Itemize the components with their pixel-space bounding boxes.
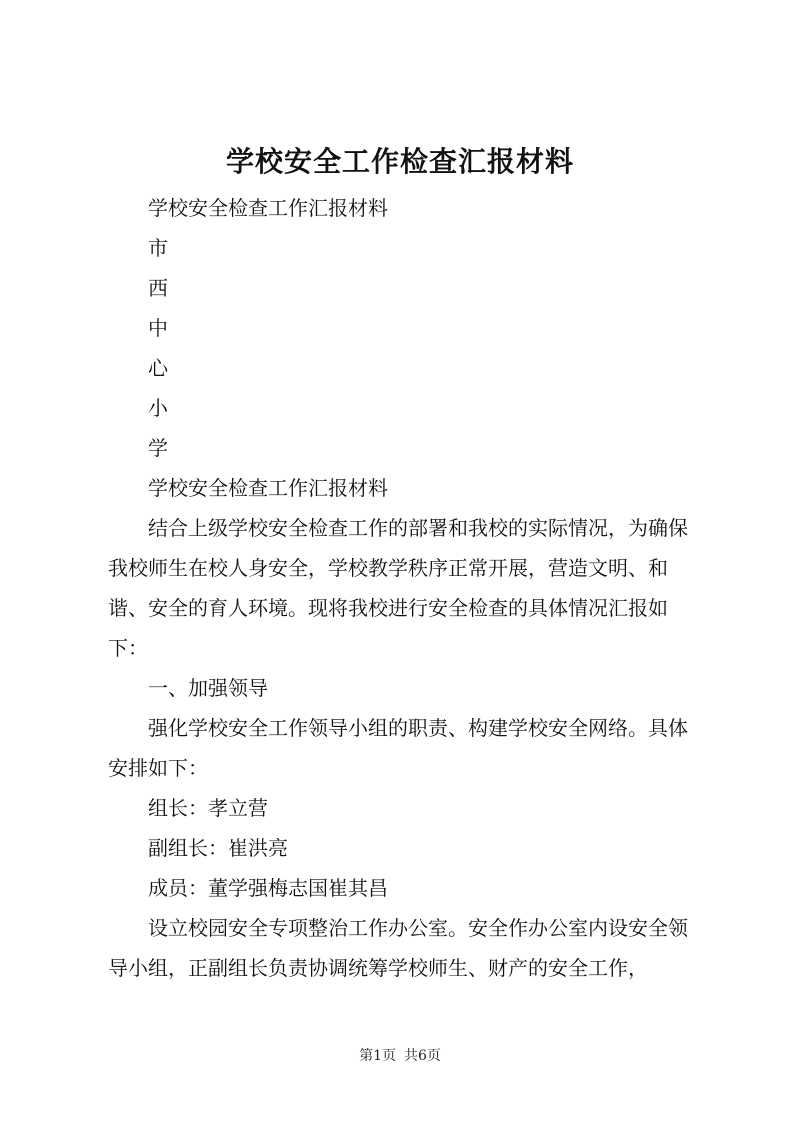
paragraph-office: 设立校园安全专项整治工作办公室。安全作办公室内设安全领导小组，正副组长负责协调统筹学校师生、财产的安全工作， — [108, 916, 688, 980]
page-footer — [0, 1046, 800, 1066]
section-heading: 一、加强领导 — [148, 676, 268, 700]
page-number: 第1页 — [359, 1048, 396, 1064]
paragraph-arrangement: 强化学校安全工作领导小组的职责、构建学校安全网络。具体安排如下： — [108, 716, 688, 780]
team-leader: 组长：孝立营 — [148, 796, 268, 820]
paragraph-char: 西 — [148, 276, 168, 300]
paragraph-char: 中 — [148, 316, 168, 340]
paragraph-subtitle: 学校安全检查工作汇报材料 — [148, 196, 388, 220]
paragraph-char: 市 — [148, 236, 168, 260]
document-title: 学校安全工作检查汇报材料 — [225, 145, 574, 178]
team-members: 成员：董学强梅志国崔其昌 — [148, 876, 388, 900]
team-deputy-leader: 副组长：崔洪亮 — [148, 836, 288, 860]
paragraph-char: 小 — [148, 396, 168, 420]
paragraph-heading: 学校安全检查工作汇报材料 — [148, 476, 388, 500]
paragraph-char: 心 — [148, 356, 168, 380]
paragraph-intro: 结合上级学校安全检查工作的部署和我校的实际情况，为确保我校师生在校人身安全，学校教学秩序正常开展，营造文明、和谐、安全的育人环境。现将我校进行安全检查的具体情况汇报如下： — [108, 516, 688, 660]
page-total: 共6页 — [404, 1048, 441, 1064]
document-body — [108, 188, 704, 988]
paragraph-char: 学 — [148, 436, 168, 460]
